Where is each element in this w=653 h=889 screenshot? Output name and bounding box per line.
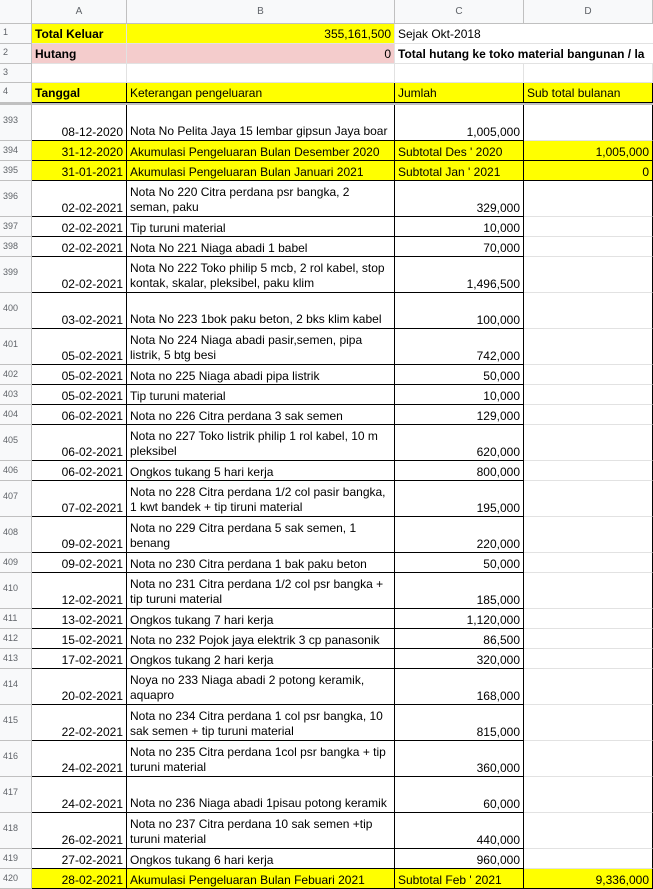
subtotal-value-cell[interactable] [524, 849, 653, 869]
subtotal-value-cell[interactable] [524, 293, 653, 329]
row-number[interactable]: 398 [0, 237, 32, 257]
subtotal-value-cell[interactable] [524, 385, 653, 405]
amount-cell[interactable]: 815,000 [395, 705, 524, 741]
amount-cell[interactable]: 100,000 [395, 293, 524, 329]
description-cell[interactable]: Ongkos tukang 5 hari kerja [127, 461, 395, 481]
amount-cell[interactable]: 620,000 [395, 425, 524, 461]
date-cell[interactable]: 06-02-2021 [32, 405, 127, 425]
date-cell[interactable]: 05-02-2021 [32, 329, 127, 365]
subtotal-row [0, 869, 653, 889]
description-cell[interactable]: Nota no 228 Citra perdana 1/2 col pasir bangka, 1 kwt bandek + tip tiruni material [127, 481, 395, 517]
date-cell[interactable]: 31-12-2020 [32, 141, 127, 161]
table-row [0, 217, 653, 237]
column-header-b[interactable]: B [127, 0, 395, 23]
row-number[interactable]: 393 [0, 105, 32, 141]
date-cell[interactable]: 02-02-2021 [32, 237, 127, 257]
amount-cell[interactable]: 50,000 [395, 365, 524, 385]
description-cell[interactable]: Nota No Pelita Jaya 15 lembar gipsun Jaya boar [127, 105, 395, 141]
amount-cell[interactable]: 800,000 [395, 461, 524, 481]
select-all-corner[interactable] [0, 0, 32, 23]
date-cell[interactable]: 09-02-2021 [32, 517, 127, 553]
date-cell[interactable]: 15-02-2021 [32, 629, 127, 649]
date-cell[interactable]: 26-02-2021 [32, 813, 127, 849]
row-number[interactable]: 395 [0, 161, 32, 181]
table-header-row [0, 83, 653, 103]
debt-value-cell[interactable]: 0 [127, 44, 395, 64]
empty-cell[interactable] [395, 64, 524, 83]
subtotal-value-cell[interactable] [524, 705, 653, 741]
column-header-a[interactable]: A [32, 0, 127, 23]
description-cell[interactable]: Nota No 222 Toko philip 5 mcb, 2 rol kabel, stop kontak, skalar, pleksibel, paku klim [127, 257, 395, 293]
subtotal-value-cell[interactable] [524, 257, 653, 293]
description-cell[interactable]: Tip turuni material [127, 217, 395, 237]
header-date[interactable]: Tanggal [32, 83, 127, 103]
description-cell[interactable]: Akumulasi Pengeluaran Bulan Desember 2020 [127, 141, 395, 161]
subtotal-value-cell[interactable] [524, 461, 653, 481]
subtotal-value-cell[interactable] [524, 517, 653, 553]
description-cell[interactable]: Nota no 229 Citra perdana 5 sak semen, 1 benang [127, 517, 395, 553]
date-cell[interactable]: 07-02-2021 [32, 481, 127, 517]
description-cell[interactable]: Ongkos tukang 2 hari kerja [127, 649, 395, 669]
amount-cell[interactable]: 10,000 [395, 217, 524, 237]
table-row [0, 849, 653, 869]
empty-cell[interactable] [32, 64, 127, 83]
amount-cell[interactable]: 742,000 [395, 329, 524, 365]
date-cell[interactable]: 05-02-2021 [32, 365, 127, 385]
date-cell[interactable]: 03-02-2021 [32, 293, 127, 329]
subtotal-value-cell[interactable]: 0 [524, 161, 653, 181]
subtotal-value-cell[interactable] [524, 669, 653, 705]
date-cell[interactable]: 13-02-2021 [32, 609, 127, 629]
subtotal-label-cell[interactable]: Subtotal Jan ' 2021 [395, 161, 524, 181]
row-number[interactable]: 413 [0, 649, 32, 669]
column-header-bar [0, 0, 653, 24]
amount-cell[interactable]: 1,496,500 [395, 257, 524, 293]
date-cell[interactable]: 02-02-2021 [32, 181, 127, 217]
table-row [0, 385, 653, 405]
since-label-cell[interactable]: Sejak Okt-2018 [395, 24, 653, 44]
row-number[interactable]: 407 [0, 481, 32, 517]
subtotal-value-cell[interactable]: 9,336,000 [524, 869, 653, 889]
description-cell[interactable]: Noya no 233 Niaga abadi 2 potong keramik, aquapro [127, 669, 395, 705]
subtotal-value-cell[interactable] [524, 573, 653, 609]
amount-cell[interactable]: 50,000 [395, 553, 524, 573]
subtotal-value-cell[interactable] [524, 365, 653, 385]
table-row [0, 649, 653, 669]
subtotal-value-cell[interactable] [524, 741, 653, 777]
subtotal-value-cell[interactable] [524, 649, 653, 669]
header-description[interactable]: Keterangan pengeluaran [127, 83, 395, 103]
table-row [0, 481, 653, 517]
table-row [0, 293, 653, 329]
date-cell[interactable]: 27-02-2021 [32, 849, 127, 869]
sheet-row-3 [0, 64, 653, 83]
description-cell[interactable]: Nota no 226 Citra perdana 3 sak semen [127, 405, 395, 425]
amount-cell[interactable]: 168,000 [395, 669, 524, 705]
row-number[interactable]: 403 [0, 385, 32, 405]
column-header-d[interactable]: D [524, 0, 653, 23]
description-cell[interactable]: Nota no 225 Niaga abadi pipa listrik [127, 365, 395, 385]
date-cell[interactable]: 31-01-2021 [32, 161, 127, 181]
subtotal-value-cell[interactable] [524, 105, 653, 141]
date-cell[interactable]: 28-02-2021 [32, 869, 127, 889]
description-cell[interactable]: Tip turuni material [127, 385, 395, 405]
header-subtotal[interactable]: Sub total bulanan [524, 83, 653, 103]
total-value-cell[interactable]: 355,161,500 [127, 24, 395, 44]
amount-cell[interactable]: 1,005,000 [395, 105, 524, 141]
date-cell[interactable]: 02-02-2021 [32, 257, 127, 293]
subtotal-value-cell[interactable] [524, 329, 653, 365]
table-row [0, 629, 653, 649]
subtotal-label-cell[interactable]: Subtotal Feb ' 2021 [395, 869, 524, 889]
table-row [0, 573, 653, 609]
sheet-row-2 [0, 44, 653, 64]
row-number[interactable]: 411 [0, 609, 32, 629]
table-row [0, 329, 653, 365]
table-row [0, 257, 653, 293]
row-number[interactable]: 417 [0, 777, 32, 813]
table-row [0, 181, 653, 217]
description-cell[interactable]: Nota No 224 Niaga abadi pasir,semen, pipa listrik, 5 btg besi [127, 329, 395, 365]
amount-cell[interactable]: 60,000 [395, 777, 524, 813]
subtotal-value-cell[interactable] [524, 217, 653, 237]
table-row [0, 705, 653, 741]
description-cell[interactable]: Nota no 236 Niaga abadi 1pisau potong keramik [127, 777, 395, 813]
debt-note-cell[interactable]: Total hutang ke toko material bangunan / la [395, 44, 653, 64]
subtotal-value-cell[interactable] [524, 553, 653, 573]
amount-cell[interactable]: 1,120,000 [395, 609, 524, 629]
row-number[interactable]: 400 [0, 293, 32, 329]
subtotal-value-cell[interactable] [524, 629, 653, 649]
amount-cell[interactable]: 10,000 [395, 385, 524, 405]
header-amount[interactable]: Jumlah [395, 83, 524, 103]
row-number[interactable]: 419 [0, 849, 32, 869]
date-cell[interactable]: 24-02-2021 [32, 741, 127, 777]
date-cell[interactable]: 06-02-2021 [32, 461, 127, 481]
subtotal-value-cell[interactable] [524, 425, 653, 461]
row-number[interactable]: 405 [0, 425, 32, 461]
description-cell[interactable]: Akumulasi Pengeluaran Bulan Febuari 2021 [127, 869, 395, 889]
row-number[interactable]: 401 [0, 329, 32, 365]
table-row [0, 553, 653, 573]
row-number[interactable]: 4 [0, 83, 32, 103]
subtotal-value-cell[interactable]: 1,005,000 [524, 141, 653, 161]
row-number[interactable]: 414 [0, 669, 32, 705]
description-cell[interactable]: Akumulasi Pengeluaran Bulan Januari 2021 [127, 161, 395, 181]
row-number[interactable]: 3 [0, 64, 32, 83]
description-cell[interactable]: Nota No 221 Niaga abadi 1 babel [127, 237, 395, 257]
amount-cell[interactable]: 220,000 [395, 517, 524, 553]
row-number[interactable]: 409 [0, 553, 32, 573]
row-number[interactable]: 394 [0, 141, 32, 161]
subtotal-row [0, 141, 653, 161]
description-cell[interactable]: Nota no 232 Pojok jaya elektrik 3 cp panasonik [127, 629, 395, 649]
subtotal-value-cell[interactable] [524, 609, 653, 629]
table-row [0, 741, 653, 777]
table-row [0, 237, 653, 257]
description-cell[interactable]: Nota no 237 Citra perdana 10 sak semen +tip turuni material [127, 813, 395, 849]
row-number[interactable]: 418 [0, 813, 32, 849]
row-number[interactable]: 420 [0, 869, 32, 889]
date-cell[interactable]: 02-02-2021 [32, 217, 127, 237]
description-cell[interactable]: Nota no 230 Citra perdana 1 bak paku beton [127, 553, 395, 573]
column-header-c[interactable]: C [395, 0, 524, 23]
amount-cell[interactable]: 195,000 [395, 481, 524, 517]
sheet-row-1 [0, 24, 653, 44]
table-row [0, 105, 653, 141]
subtotal-value-cell[interactable] [524, 237, 653, 257]
row-number[interactable]: 402 [0, 365, 32, 385]
date-cell[interactable]: 22-02-2021 [32, 705, 127, 741]
row-number[interactable]: 2 [0, 44, 32, 64]
table-row [0, 405, 653, 425]
amount-cell[interactable]: 129,000 [395, 405, 524, 425]
subtotal-value-cell[interactable] [524, 405, 653, 425]
description-cell[interactable]: Nota no 227 Toko listrik philip 1 rol kabel, 10 m pleksibel [127, 425, 395, 461]
date-cell[interactable]: 08-12-2020 [32, 105, 127, 141]
table-row [0, 609, 653, 629]
description-cell[interactable]: Nota No 220 Citra perdana psr bangka, 2 seman, paku [127, 181, 395, 217]
row-number[interactable]: 416 [0, 741, 32, 777]
description-cell[interactable]: Nota No 223 1bok paku beton, 2 bks klim kabel [127, 293, 395, 329]
amount-cell[interactable]: 960,000 [395, 849, 524, 869]
amount-cell[interactable]: 70,000 [395, 237, 524, 257]
subtotal-row [0, 161, 653, 181]
table-row [0, 425, 653, 461]
date-cell[interactable]: 05-02-2021 [32, 385, 127, 405]
subtotal-value-cell[interactable] [524, 777, 653, 813]
empty-cell[interactable] [127, 64, 395, 83]
description-cell[interactable]: Ongkos tukang 6 hari kerja [127, 849, 395, 869]
date-cell[interactable]: 17-02-2021 [32, 649, 127, 669]
row-number[interactable]: 408 [0, 517, 32, 553]
date-cell[interactable]: 24-02-2021 [32, 777, 127, 813]
total-label-cell[interactable]: Total Keluar [32, 24, 127, 44]
amount-cell[interactable]: 440,000 [395, 813, 524, 849]
row-number[interactable]: 412 [0, 629, 32, 649]
row-number[interactable]: 406 [0, 461, 32, 481]
table-row [0, 517, 653, 553]
row-number[interactable]: 396 [0, 181, 32, 217]
date-cell[interactable]: 09-02-2021 [32, 553, 127, 573]
date-cell[interactable]: 20-02-2021 [32, 669, 127, 705]
empty-cell[interactable] [524, 64, 653, 83]
amount-cell[interactable]: 320,000 [395, 649, 524, 669]
table-row [0, 669, 653, 705]
table-row [0, 777, 653, 813]
row-number[interactable]: 1 [0, 24, 32, 44]
date-cell[interactable]: 06-02-2021 [32, 425, 127, 461]
table-row [0, 365, 653, 385]
date-cell[interactable]: 12-02-2021 [32, 573, 127, 609]
amount-cell[interactable]: 185,000 [395, 573, 524, 609]
row-number[interactable]: 397 [0, 217, 32, 237]
amount-cell[interactable]: 329,000 [395, 181, 524, 217]
subtotal-value-cell[interactable] [524, 481, 653, 517]
subtotal-value-cell[interactable] [524, 813, 653, 849]
row-number[interactable]: 399 [0, 257, 32, 293]
description-cell[interactable]: Ongkos tukang 7 hari kerja [127, 609, 395, 629]
subtotal-value-cell[interactable] [524, 181, 653, 217]
amount-cell[interactable]: 360,000 [395, 741, 524, 777]
description-cell[interactable]: Nota no 231 Citra perdana 1/2 col psr bangka + tip turuni material [127, 573, 395, 609]
subtotal-label-cell[interactable]: Subtotal Des ' 2020 [395, 141, 524, 161]
row-number[interactable]: 410 [0, 573, 32, 609]
amount-cell[interactable]: 86,500 [395, 629, 524, 649]
description-cell[interactable]: Nota no 235 Citra perdana 1col psr bangka + tip turuni material [127, 741, 395, 777]
debt-label-cell[interactable]: Hutang [32, 44, 127, 64]
table-row [0, 461, 653, 481]
description-cell[interactable]: Nota no 234 Citra perdana 1 col psr bangka, 10 sak semen + tip turuni material [127, 705, 395, 741]
row-number[interactable]: 415 [0, 705, 32, 741]
table-row [0, 813, 653, 849]
row-number[interactable]: 404 [0, 405, 32, 425]
